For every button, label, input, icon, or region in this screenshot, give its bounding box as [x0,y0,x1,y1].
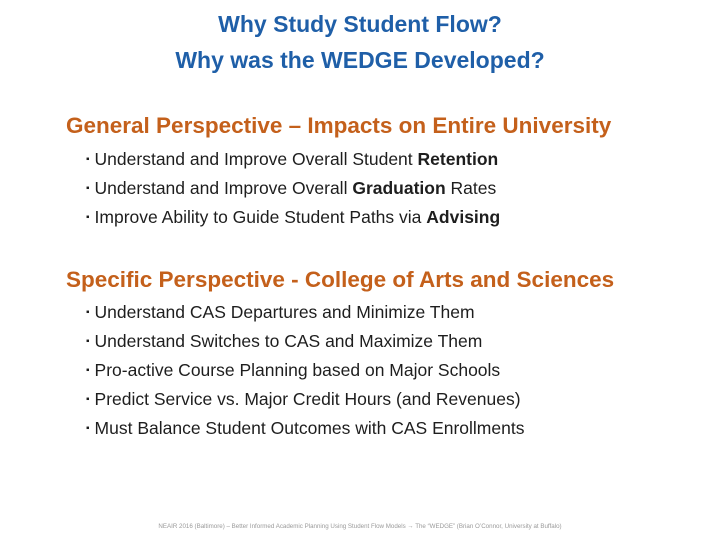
bullet-marker: ▪ [86,212,90,223]
title-line-2: Why was the WEDGE Developed? [175,47,545,73]
slide-footer: NEAIR 2016 (Baltimore) – Better Informed Academic Planning Using Student Flow Models → The “WEDGE” (Brian O’Connor, University at Buffalo) [158,523,562,530]
bullet-item: ▪ Improve Ability to Guide Student Paths via Advising [86,207,501,227]
slide-title [0,6,720,78]
bullet-marker: ▪ [86,336,90,347]
bullet-item: ▪ Understand Switches to CAS and Maximize Them [86,331,483,351]
bullet-marker: ▪ [86,154,90,165]
bullet-item: ▪ Must Balance Student Outcomes with CAS Enrollments [86,418,525,438]
bullet-item: ▪ Understand and Improve Overall Graduation Rates [86,178,497,198]
bullet-marker: ▪ [86,307,90,318]
bullet-list-specific [86,298,524,443]
bullet-marker: ▪ [86,423,90,434]
bullet-marker: ▪ [86,394,90,405]
section-heading-general: General Perspective – Impacts on Entire University [66,113,612,138]
bullet-marker: ▪ [86,365,90,376]
bullet-list-general [86,145,500,232]
bullet-item: ▪ Pro-active Course Planning based on Major Schools [86,360,501,380]
bullet-marker: ▪ [86,183,90,194]
bullet-item: ▪ Predict Service vs. Major Credit Hours (and Revenues) [86,389,521,409]
title-line-1: Why Study Student Flow? [218,11,502,37]
bullet-item: ▪ Understand CAS Departures and Minimize Them [86,302,475,322]
section-heading-specific: Specific Perspective - College of Arts and Sciences [66,267,615,292]
bullet-item: ▪ Understand and Improve Overall Student Retention [86,149,499,169]
